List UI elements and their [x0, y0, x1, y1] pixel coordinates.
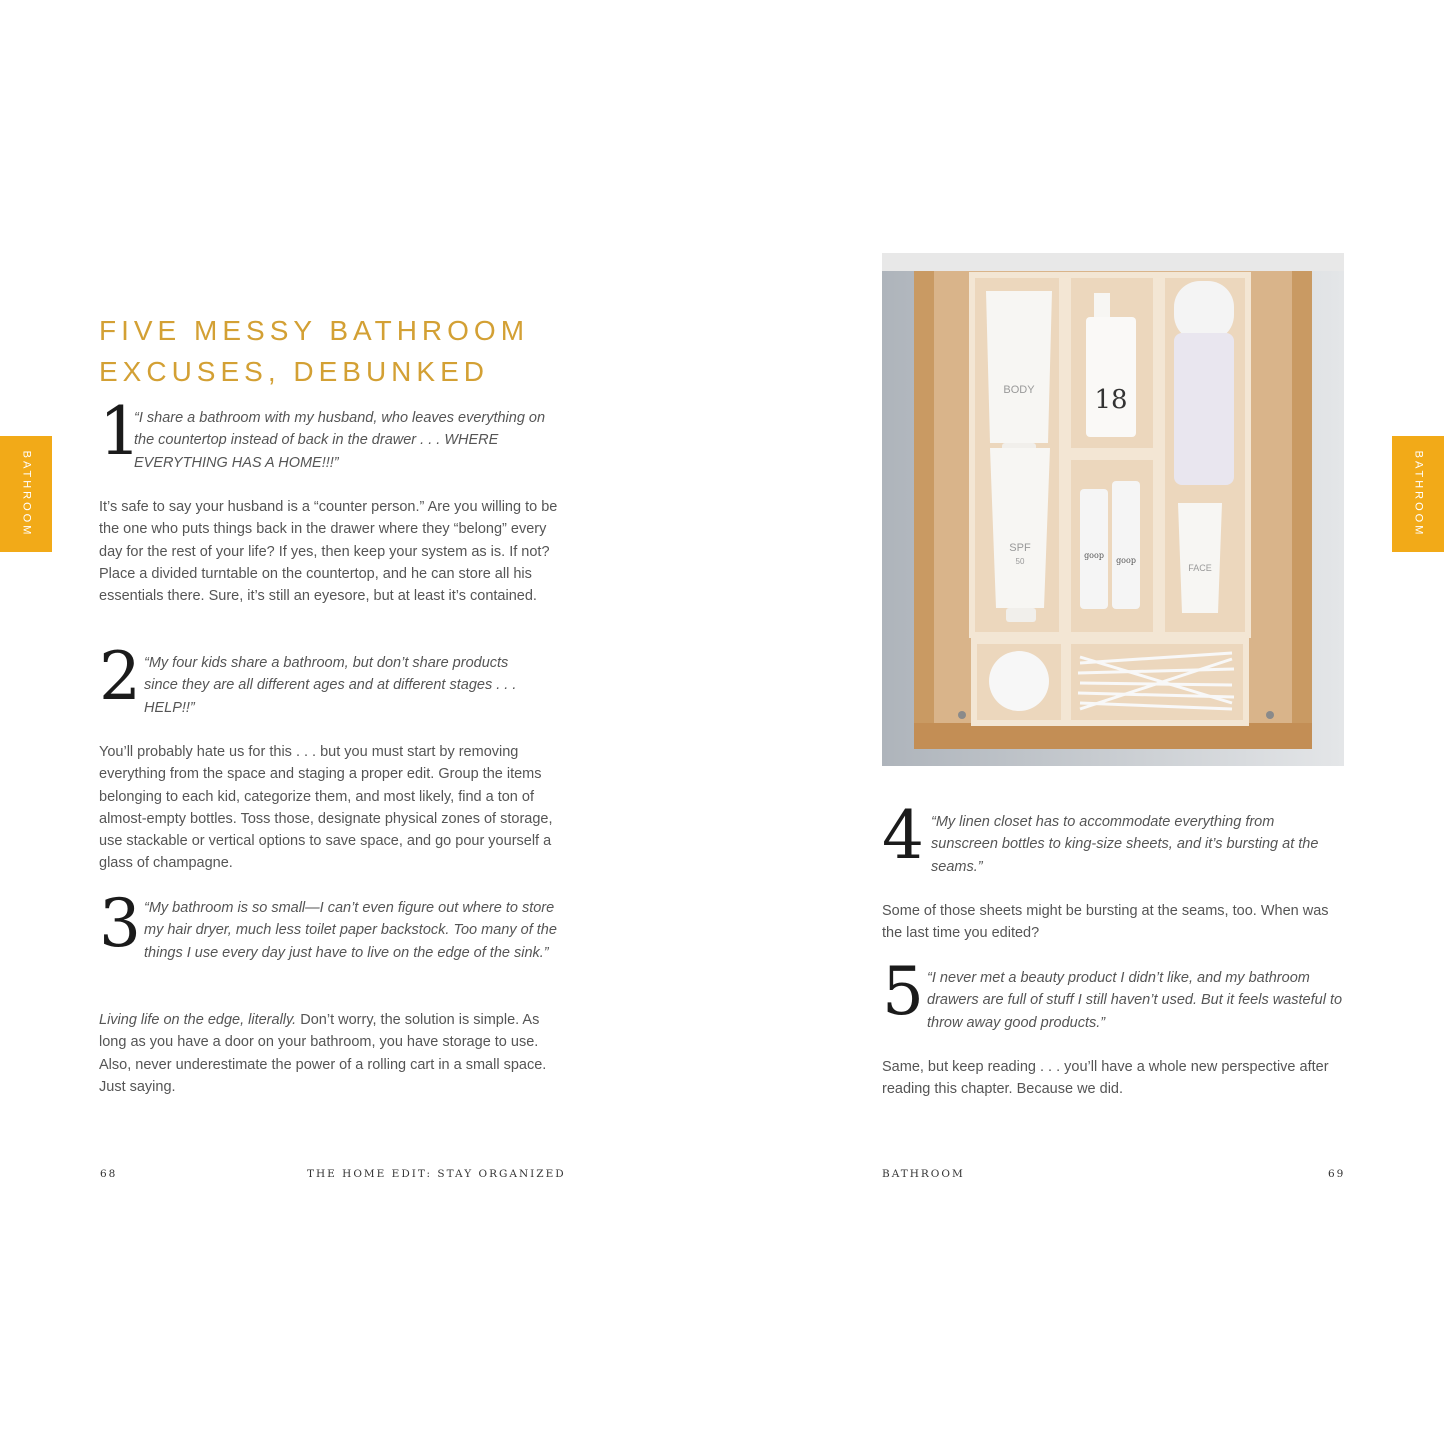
excuse-quote: “My bathroom is so small—I can’t even figure out where to store my hair dryer, much less toilet paper backstock. Too many of the things I use every day just have to live on the edge of the sink.”: [144, 900, 557, 961]
goop-bottle-2: [1112, 481, 1140, 609]
excuse-number: 2: [99, 638, 141, 715]
running-footer-book: THE HOME EDIT: STAY ORGANIZED: [307, 1168, 566, 1180]
face-tube: [1178, 503, 1222, 613]
page-title-line-2: EXCUSES, DEBUNKED: [99, 356, 489, 387]
excuse-number: 4: [882, 797, 924, 874]
excuse-answer-3-text: Don’t worry, the solution is simple. As long as you have a door on your bathroom, you have storage to use. Also, never underestimate the power of a rolling cart in a small space. Just saying.: [99, 1012, 547, 1095]
excuse-item-2: [99, 638, 539, 719]
side-tab-left-label: BATHROOM: [20, 450, 32, 538]
excuse-quote: “My linen closet has to accommodate everything from sunscreen bottles to king-size sheets, and it’s bursting at the seams.”: [931, 814, 1319, 875]
bottle-18-label: 18: [1094, 385, 1128, 415]
excuse-quote: “I share a bathroom with my husband, who leaves everything on the countertop instead of back in the drawer . . . WHERE EVERYTHING HAS A HOME!!!”: [134, 410, 546, 471]
spf-label: SPF: [1009, 542, 1031, 554]
running-footer-section: BATHROOM: [882, 1168, 965, 1180]
page-number-right: 69: [1328, 1168, 1346, 1180]
body-label: BODY: [1003, 384, 1035, 396]
excuse-item-3: [99, 885, 561, 964]
excuse-quote: “My four kids share a bathroom, but don’t share products since they are all different ages and at different stages . . . HELP!!”: [144, 655, 517, 716]
excuse-answer-1: It’s safe to say your husband is a “counter person.” Are you willing to be the one who puts things back in the drawer where they “belong” every day for the rest of your life? If yes, then keep your system as is. If not? Place a divided turntable on the countertop, and he can store all his essentials there. Sure, it’s still an eyesore, but at least it’s contained.: [99, 499, 558, 605]
excuse-number: 5: [882, 953, 924, 1030]
face-label: FACE: [1188, 563, 1212, 573]
spf-tube: [990, 448, 1050, 608]
excuse-answer-5: Same, but keep reading . . . you’ll have a whole new perspective after reading this chapter. Because we did.: [882, 1059, 1329, 1098]
body-tube: [986, 291, 1052, 443]
goop-label-1: goop: [1084, 551, 1104, 560]
spf-number-label: 50: [1015, 557, 1025, 566]
goop-bottle-1: [1080, 489, 1108, 609]
page-title: [99, 310, 559, 392]
excuse-answer-4: Some of those sheets might be bursting at the seams, too. When was the last time you edited?: [882, 903, 1329, 942]
side-tab-right: [1392, 436, 1444, 552]
round-jar: [989, 651, 1049, 711]
excuse-quote: “I never met a beauty product I didn’t like, and my bathroom drawers are full of stuff I still haven’t used. But it feels wasteful to throw away good products.”: [927, 970, 1343, 1031]
page-number-left: 68: [100, 1168, 118, 1180]
drawer-illustration: [882, 253, 1344, 766]
side-tab-right-label: BATHROOM: [1412, 450, 1424, 538]
excuse-item-5: [882, 953, 1344, 1034]
bottle-18: [1086, 317, 1136, 437]
goop-label-2: goop: [1116, 556, 1136, 565]
excuse-number: 1: [99, 393, 141, 470]
excuse-answer-3-italic: Living life on the edge, literally.: [99, 1012, 297, 1028]
side-tab-left: [0, 436, 52, 552]
excuse-answer-3: [99, 1009, 561, 1098]
page-title-line-1: FIVE MESSY BATHROOM: [99, 315, 530, 346]
excuse-answer-2: You’ll probably hate us for this . . . but you must start by removing everything from the space and staging a proper edit. Group the items belonging to each kid, categorize them, and most likely, find a ton of almost-empty bottles. Toss those, designate physical zones of storage, use stackable or vertical options to save space, and go pour yourself a glass of champagne.: [99, 744, 553, 872]
drawer-photo: [882, 253, 1344, 766]
excuse-item-1: [99, 393, 559, 474]
excuse-item-4: [882, 797, 1322, 878]
tall-bottle: [1174, 333, 1234, 485]
excuse-number: 3: [99, 885, 141, 962]
